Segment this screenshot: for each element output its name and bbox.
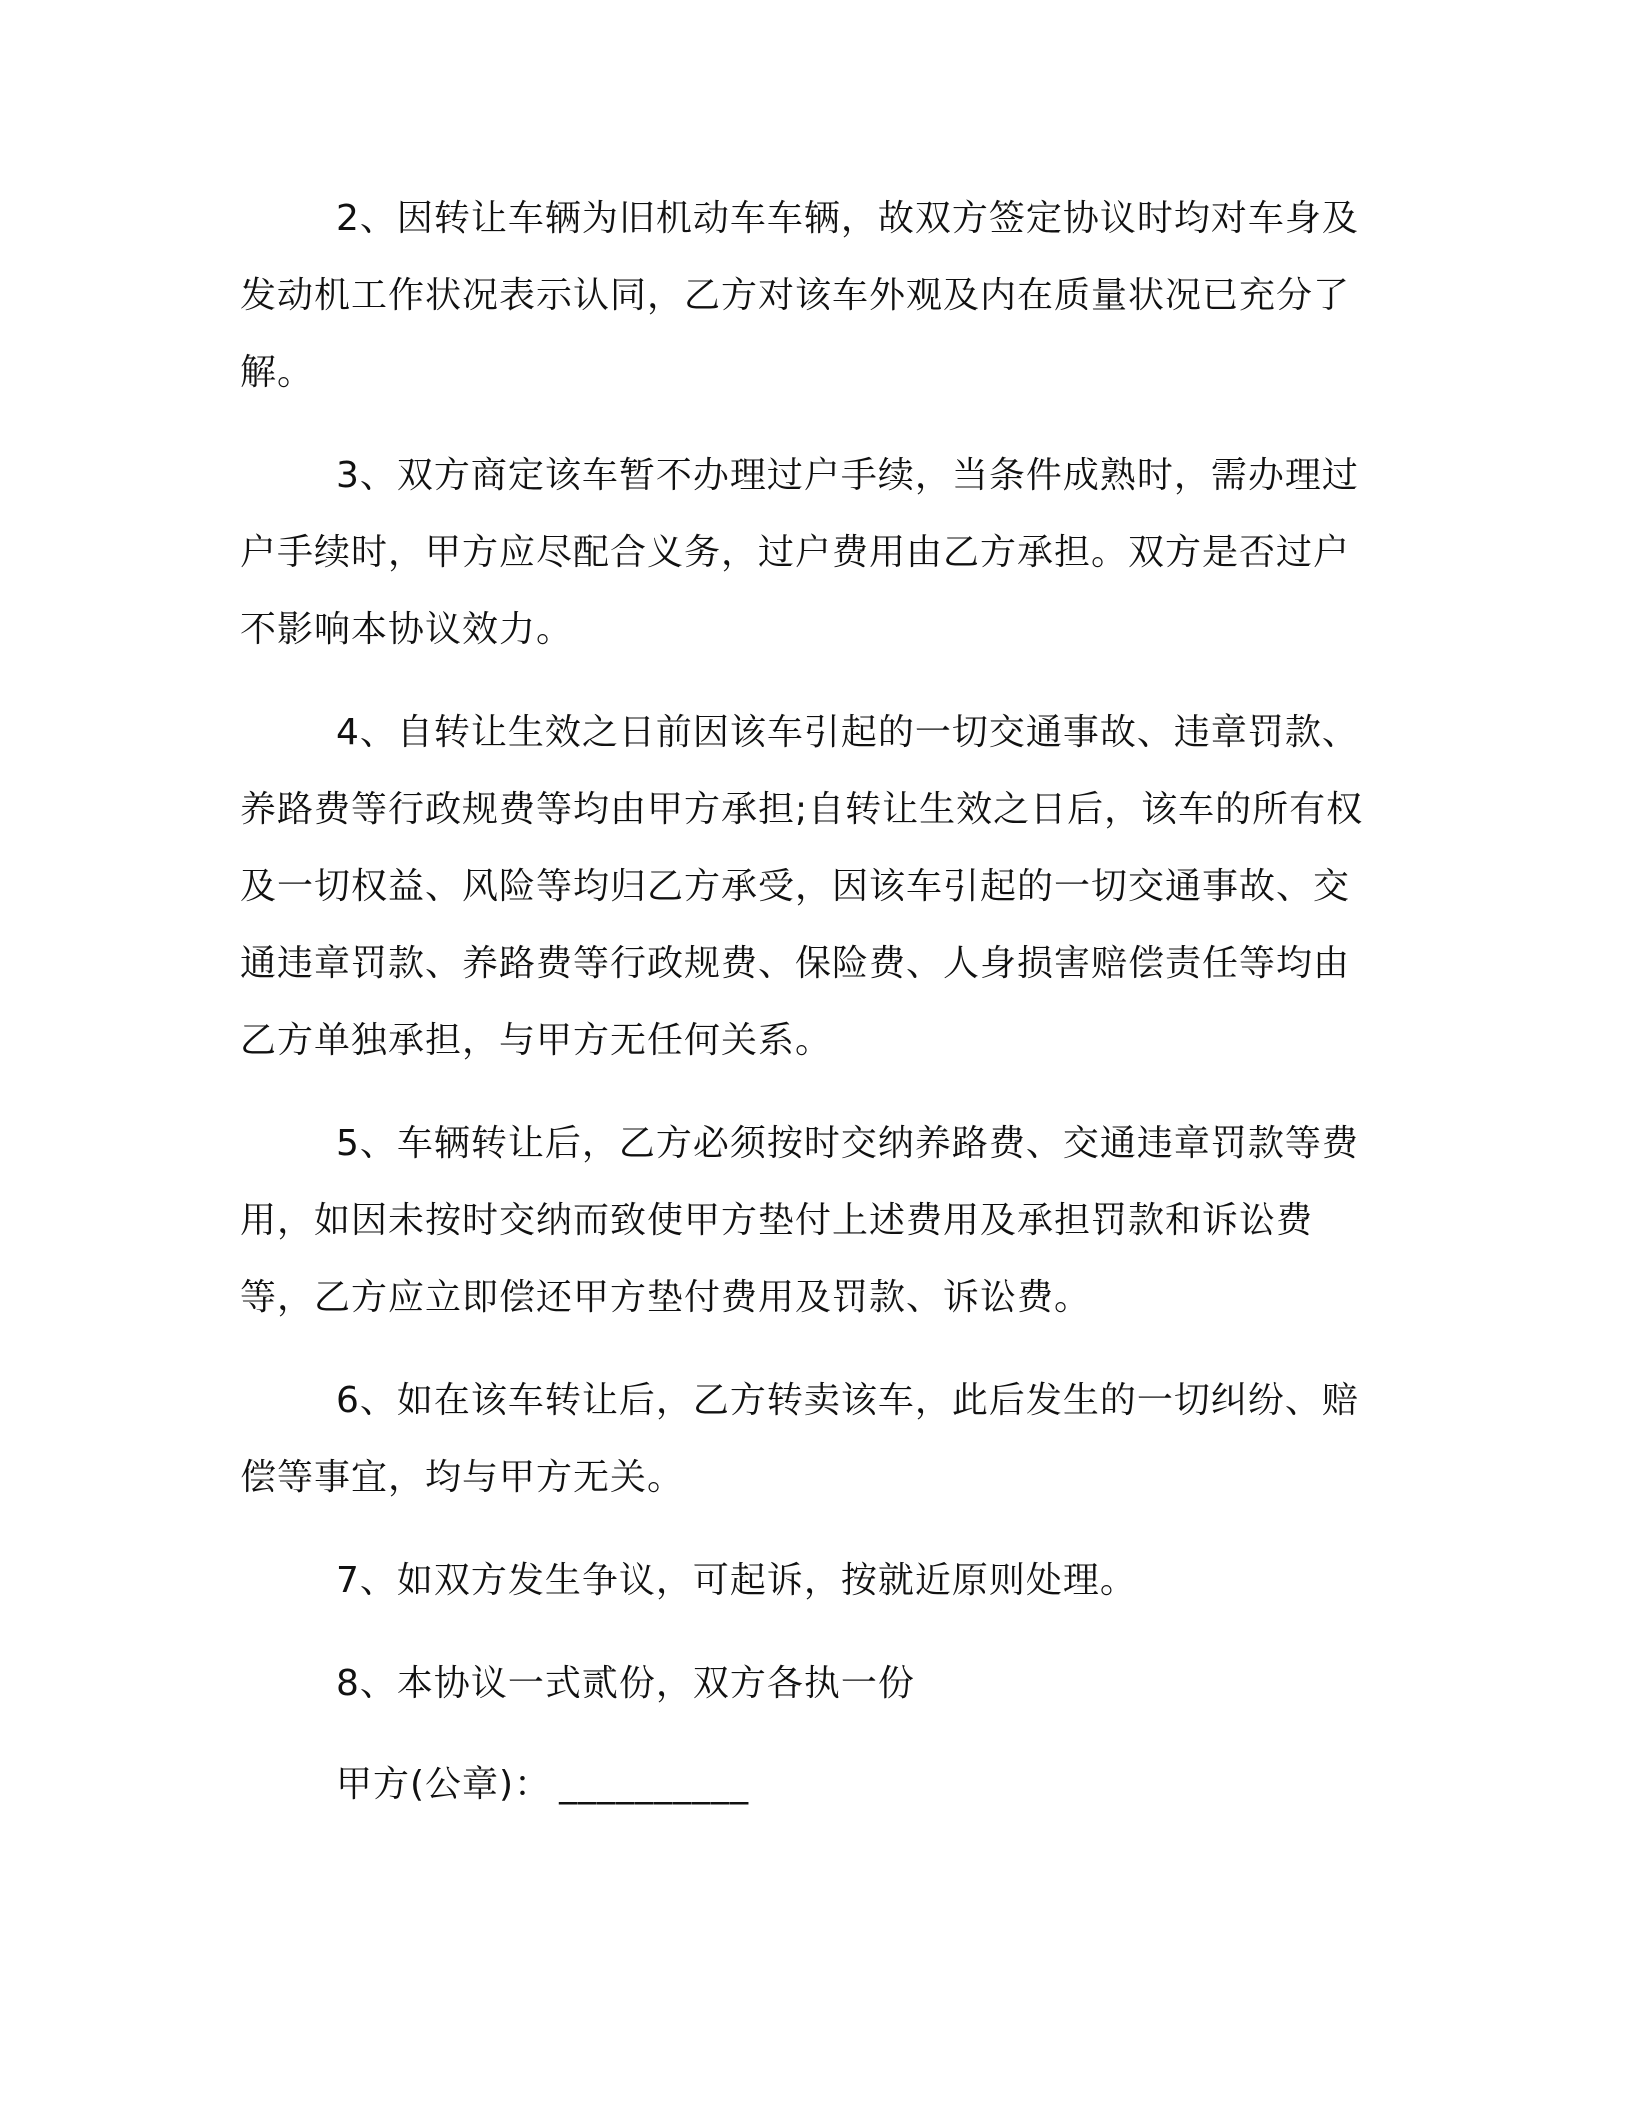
party-a-signature: [240, 1746, 1380, 1823]
clause-7: 7、如双方发生争议，可起诉，按就近原则处理。: [336, 1560, 1137, 1601]
party-a-signature-label: 甲方(公章)：: [336, 1764, 552, 1805]
clause-8: 8、本协议一式贰份，双方各执一份: [336, 1663, 915, 1704]
clause-2: 2、因转让车辆为旧机动车车辆，故双方签定协议时均对车身及发动机工作状况表示认同，乙方对该车外观及内在质量状况已充分了解。: [240, 198, 1359, 393]
party-a-signature-blank: __________: [559, 1764, 750, 1805]
clause-4: 4、自转让生效之日前因该车引起的一切交通事故、违章罚款、养路费等行政规费等均由甲方承担;自转让生效之日后，该车的所有权及一切权益、风险等均归乙方承受，因该车引起的一切交通事故、交通违章罚款、养路费等行政规费、保险费、人身损害赔偿责任等均由乙方单独承担，与甲方无任何关系。: [240, 712, 1364, 1061]
clause-6: 6、如在该车转让后，乙方转卖该车，此后发生的一切纠纷、赔偿等事宜，均与甲方无关。: [240, 1380, 1359, 1498]
document-page: [240, 180, 1380, 1823]
clause-3: 3、双方商定该车暂不办理过户手续，当条件成熟时，需办理过户手续时，甲方应尽配合义务，过户费用由乙方承担。双方是否过户不影响本协议效力。: [240, 455, 1359, 650]
clause-5: 5、车辆转让后，乙方必须按时交纳养路费、交通违章罚款等费用，如因未按时交纳而致使甲方垫付上述费用及承担罚款和诉讼费等，乙方应立即偿还甲方垫付费用及罚款、诉讼费。: [240, 1123, 1359, 1318]
